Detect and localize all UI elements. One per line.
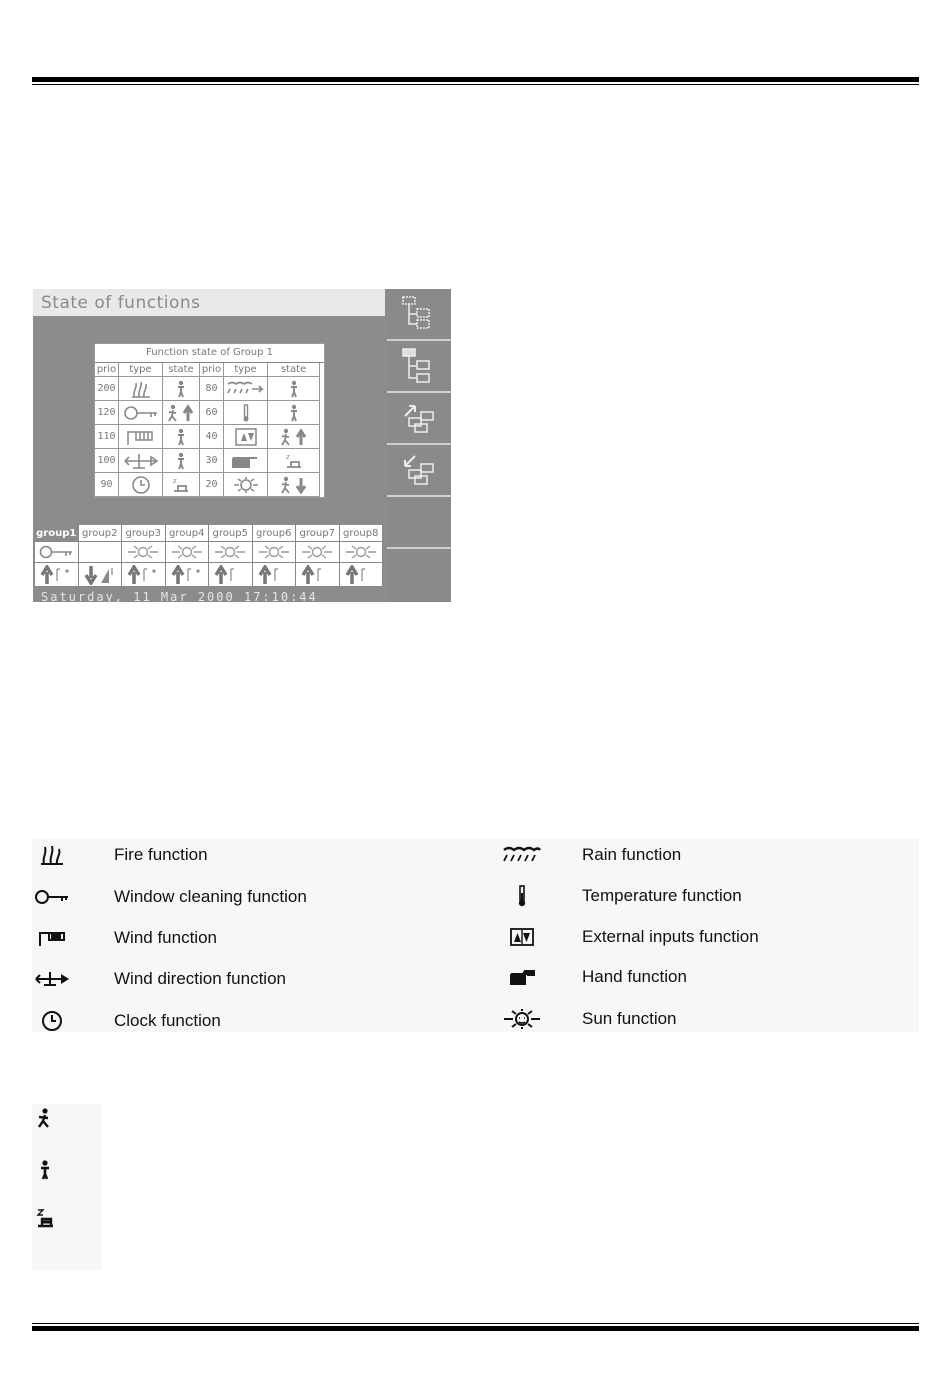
table-grid bbox=[95, 363, 324, 497]
hand-icon bbox=[224, 449, 268, 473]
wind-icon bbox=[119, 425, 163, 449]
move-down-icon bbox=[399, 450, 439, 490]
rain-icon bbox=[502, 843, 542, 867]
screen-sidebar bbox=[387, 289, 451, 602]
prio-cell: 40 bbox=[200, 425, 224, 449]
standing-person-icon bbox=[163, 449, 200, 473]
tab-group5[interactable]: group5 bbox=[209, 525, 253, 542]
external-inputs-icon bbox=[502, 925, 542, 949]
up-arrow-icon bbox=[340, 563, 384, 587]
prio-cell: 30 bbox=[200, 449, 224, 473]
legend-item-wind-direction bbox=[34, 962, 286, 996]
thermometer-icon bbox=[502, 884, 542, 908]
down-arrow-icon bbox=[79, 563, 123, 587]
sun-icon bbox=[296, 542, 340, 563]
legend-label: Wind direction function bbox=[114, 969, 286, 988]
screen-titlebar bbox=[33, 289, 385, 316]
col-header: type bbox=[119, 363, 163, 377]
legend-label: Fire function bbox=[114, 845, 208, 864]
prio-cell: 60 bbox=[200, 401, 224, 425]
prio-cell: 200 bbox=[95, 377, 119, 401]
sun-icon bbox=[502, 1007, 542, 1031]
hand-icon bbox=[502, 965, 542, 989]
standing-person-icon bbox=[163, 425, 200, 449]
tree-select-button[interactable] bbox=[387, 341, 451, 393]
move-up-button[interactable] bbox=[387, 393, 451, 445]
walking-person-icon bbox=[163, 401, 200, 425]
top-rule-thin bbox=[32, 84, 919, 85]
sleeping-person-icon bbox=[268, 449, 320, 473]
key-icon bbox=[35, 542, 79, 563]
col-header: state bbox=[268, 363, 320, 377]
svg-text:z: z bbox=[173, 476, 177, 485]
legend-label: Temperature function bbox=[582, 886, 742, 905]
standing-person-icon bbox=[268, 377, 320, 401]
clock-icon bbox=[34, 1009, 70, 1033]
up-arrow-icon bbox=[166, 563, 210, 587]
rain-icon bbox=[224, 377, 268, 401]
tab-group3[interactable]: group3 bbox=[122, 525, 166, 542]
legend-item-fire bbox=[34, 838, 208, 872]
prio-cell: 110 bbox=[95, 425, 119, 449]
sun-icon bbox=[166, 542, 210, 563]
up-arrow-icon bbox=[209, 563, 253, 587]
standing-person-icon bbox=[38, 1160, 52, 1185]
legend-item-external-inputs bbox=[502, 920, 759, 954]
bottom-rule bbox=[32, 1326, 919, 1331]
walking-person-icon bbox=[36, 1108, 52, 1133]
standing-person-icon bbox=[163, 377, 200, 401]
tab-group1[interactable]: group1 bbox=[35, 525, 79, 542]
tree-select-icon bbox=[399, 346, 439, 386]
up-arrow-icon bbox=[122, 563, 166, 587]
bottom-rule-thin bbox=[32, 1323, 919, 1324]
col-header: prio bbox=[200, 363, 224, 377]
sun-icon bbox=[253, 542, 297, 563]
table-caption: Function state of Group 1 bbox=[95, 344, 324, 363]
tab-group7[interactable]: group7 bbox=[296, 525, 340, 542]
empty-icon-cell bbox=[79, 542, 123, 563]
screen-title: State of functions bbox=[41, 293, 201, 313]
legend-label: Clock function bbox=[114, 1011, 221, 1030]
key-icon bbox=[34, 885, 70, 909]
sleeping-person-icon bbox=[163, 473, 200, 497]
sun-icon bbox=[224, 473, 268, 497]
up-arrow-icon bbox=[296, 563, 340, 587]
tree-icon bbox=[399, 294, 439, 334]
thermometer-icon bbox=[224, 401, 268, 425]
legend-label: Sun function bbox=[582, 1009, 677, 1028]
move-up-icon bbox=[399, 398, 439, 438]
col-header: prio bbox=[95, 363, 119, 377]
empty-side-button-2[interactable] bbox=[387, 549, 451, 602]
legend-label: External inputs function bbox=[582, 927, 759, 946]
group-function-row bbox=[35, 542, 383, 563]
fire-icon bbox=[119, 377, 163, 401]
wind-vane-icon bbox=[119, 449, 163, 473]
function-legend bbox=[32, 838, 919, 1032]
col-header: state bbox=[163, 363, 200, 377]
walking-person-icon bbox=[268, 425, 320, 449]
group-tabs bbox=[35, 525, 383, 542]
up-arrow-icon bbox=[35, 563, 79, 587]
empty-side-button-1[interactable] bbox=[387, 497, 451, 549]
wind-icon bbox=[34, 926, 70, 950]
state-of-functions-screen bbox=[33, 289, 451, 602]
groups-strip bbox=[35, 525, 383, 587]
top-rule bbox=[32, 77, 919, 82]
clock-icon bbox=[119, 473, 163, 497]
wind-vane-icon bbox=[34, 967, 70, 991]
group-state-row bbox=[35, 563, 383, 587]
legend-item-wind bbox=[34, 921, 217, 955]
walking-person-icon bbox=[268, 473, 320, 497]
prio-cell: 120 bbox=[95, 401, 119, 425]
tab-group8[interactable]: group8 bbox=[340, 525, 384, 542]
sun-icon bbox=[122, 542, 166, 563]
external-inputs-icon bbox=[224, 425, 268, 449]
prio-cell: 100 bbox=[95, 449, 119, 473]
sun-icon bbox=[209, 542, 253, 563]
legend-label: Window cleaning function bbox=[114, 887, 307, 906]
tab-group6[interactable]: group6 bbox=[253, 525, 297, 542]
state-icons bbox=[32, 1104, 102, 1270]
legend-item-hand bbox=[502, 960, 687, 994]
move-down-button[interactable] bbox=[387, 445, 451, 497]
legend-item-clock bbox=[34, 1004, 221, 1038]
legend-item-temperature bbox=[502, 879, 742, 913]
tab-group2[interactable]: group2 bbox=[79, 525, 123, 542]
function-state-table bbox=[94, 343, 325, 498]
standing-person-icon bbox=[268, 401, 320, 425]
sun-icon bbox=[340, 542, 384, 563]
legend-label: Rain function bbox=[582, 845, 682, 864]
prio-cell: 90 bbox=[95, 473, 119, 497]
svg-text:z: z bbox=[285, 452, 290, 461]
prio-cell: 80 bbox=[200, 377, 224, 401]
legend-label: Hand function bbox=[582, 967, 687, 986]
col-header: type bbox=[224, 363, 268, 377]
key-icon bbox=[119, 401, 163, 425]
status-datetime: Saturday, 11 Mar 2000 17:10:44 bbox=[41, 590, 318, 604]
tab-group4[interactable]: group4 bbox=[166, 525, 210, 542]
sleeping-person-icon bbox=[36, 1208, 54, 1233]
legend-item-sun bbox=[502, 1002, 677, 1036]
tree-view-button[interactable] bbox=[387, 289, 451, 341]
legend-item-rain bbox=[502, 838, 682, 872]
legend-label: Wind function bbox=[114, 928, 217, 947]
legend-item-window-cleaning bbox=[34, 880, 307, 914]
prio-cell: 20 bbox=[200, 473, 224, 497]
up-arrow-icon bbox=[253, 563, 297, 587]
fire-icon bbox=[34, 843, 70, 867]
